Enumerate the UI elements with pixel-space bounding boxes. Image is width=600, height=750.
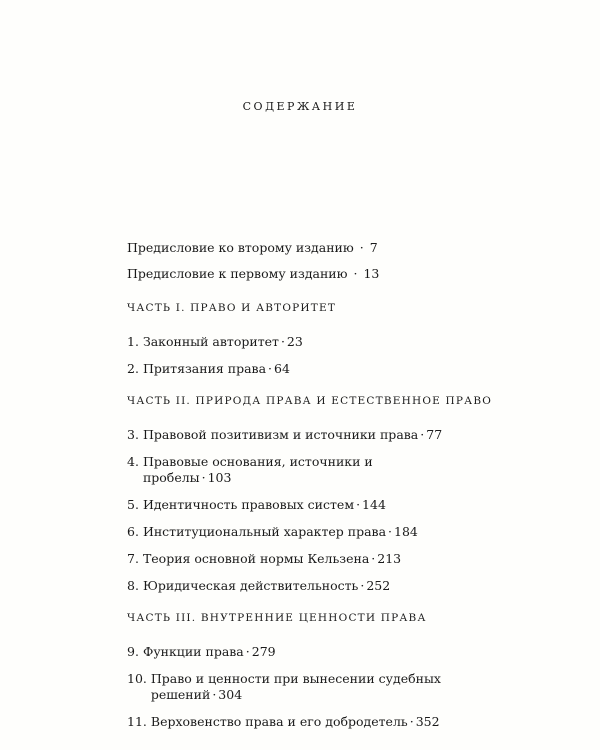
chapter-number: 3. (127, 427, 139, 442)
chapter-title: Правовой позитивизм и источники права (142, 427, 419, 442)
toc-separator: · (388, 524, 393, 539)
toc-separator: · (371, 551, 376, 566)
toc-chapter-1[interactable] (127, 334, 457, 350)
page-title: содержание (242, 95, 358, 114)
toc-chapter-6[interactable] (127, 524, 457, 540)
chapter-title: Теория основной нормы Кельзена (142, 551, 370, 566)
chapter-page: 213 (377, 551, 402, 566)
chapter-page: 252 (366, 578, 391, 593)
toc-entry-preface-1st-edition[interactable] (127, 264, 457, 284)
part-heading-2: ЧАСТЬ II. ПРИРОДА ПРАВА И ЕСТЕСТВЕННОЕ ПРАВО (127, 395, 493, 407)
toc-separator: · (212, 687, 217, 702)
chapter-number: 11. (127, 714, 147, 729)
toc-separator: · (359, 240, 364, 255)
chapter-title: Правовые основания, источники и пробелы (142, 454, 373, 485)
toc-chapter-9[interactable] (127, 644, 457, 660)
table-of-contents (127, 238, 493, 741)
toc-separator: · (245, 644, 250, 659)
chapter-page: 64 (274, 361, 290, 376)
toc-separator: · (420, 427, 425, 442)
chapter-number: 9. (127, 644, 139, 659)
chapter-title: Верховенство права и его добродетель (150, 714, 408, 729)
chapter-title: Идентичность правовых систем (142, 497, 355, 512)
toc-chapter-11[interactable] (127, 714, 457, 730)
toc-separator: · (409, 714, 414, 729)
chapter-page: 352 (415, 714, 440, 729)
toc-entry-preface-2nd-edition[interactable] (127, 238, 457, 258)
toc-entry-page: 7 (369, 240, 378, 255)
toc-chapter-7[interactable] (127, 551, 457, 567)
toc-chapter-3[interactable] (127, 427, 457, 443)
toc-separator: · (356, 497, 361, 512)
chapter-page: 103 (207, 470, 232, 485)
toc-separator: · (360, 578, 365, 593)
chapter-title: Право и ценности при вынесении судебных решений (150, 671, 441, 702)
toc-entry-label: Предисловие к первому изданию (127, 266, 348, 281)
toc-chapter-4[interactable] (127, 454, 457, 486)
chapter-number: 8. (127, 578, 139, 593)
chapter-title: Функции права (142, 644, 244, 659)
part-heading-3: ЧАСТЬ III. ВНУТРЕННИЕ ЦЕННОСТИ ПРАВА (127, 612, 427, 624)
chapter-title: Юридическая действительность (142, 578, 359, 593)
chapter-title: Притязания права (142, 361, 267, 376)
toc-chapter-5[interactable] (127, 497, 457, 513)
toc-chapter-2[interactable] (127, 361, 457, 377)
chapter-number: 5. (127, 497, 139, 512)
toc-separator: · (268, 361, 273, 376)
part-heading-1: ЧАСТЬ I. ПРАВО И АВТОРИТЕТ (127, 302, 337, 314)
toc-entry-label: Предисловие ко второму изданию (127, 240, 354, 255)
chapter-number: 10. (127, 671, 147, 686)
toc-entry-page: 13 (363, 266, 380, 281)
chapter-page: 23 (286, 334, 303, 349)
chapter-number: 6. (127, 524, 139, 539)
chapter-number: 4. (127, 454, 139, 469)
chapter-number: 7. (127, 551, 139, 566)
chapter-page: 184 (394, 524, 418, 539)
chapter-title: Законный авторитет (142, 334, 279, 349)
toc-separator: · (353, 266, 358, 281)
chapter-number: 2. (127, 361, 139, 376)
chapter-page: 304 (218, 687, 243, 702)
chapter-number: 1. (127, 334, 139, 349)
toc-chapter-10[interactable] (127, 671, 457, 703)
chapter-page: 77 (426, 427, 443, 442)
toc-chapter-8[interactable] (127, 578, 457, 594)
toc-separator: · (201, 470, 206, 485)
toc-separator: · (280, 334, 285, 349)
chapter-title: Институциональный характер права (142, 524, 387, 539)
chapter-page: 279 (251, 644, 276, 659)
chapter-page: 144 (362, 497, 386, 512)
